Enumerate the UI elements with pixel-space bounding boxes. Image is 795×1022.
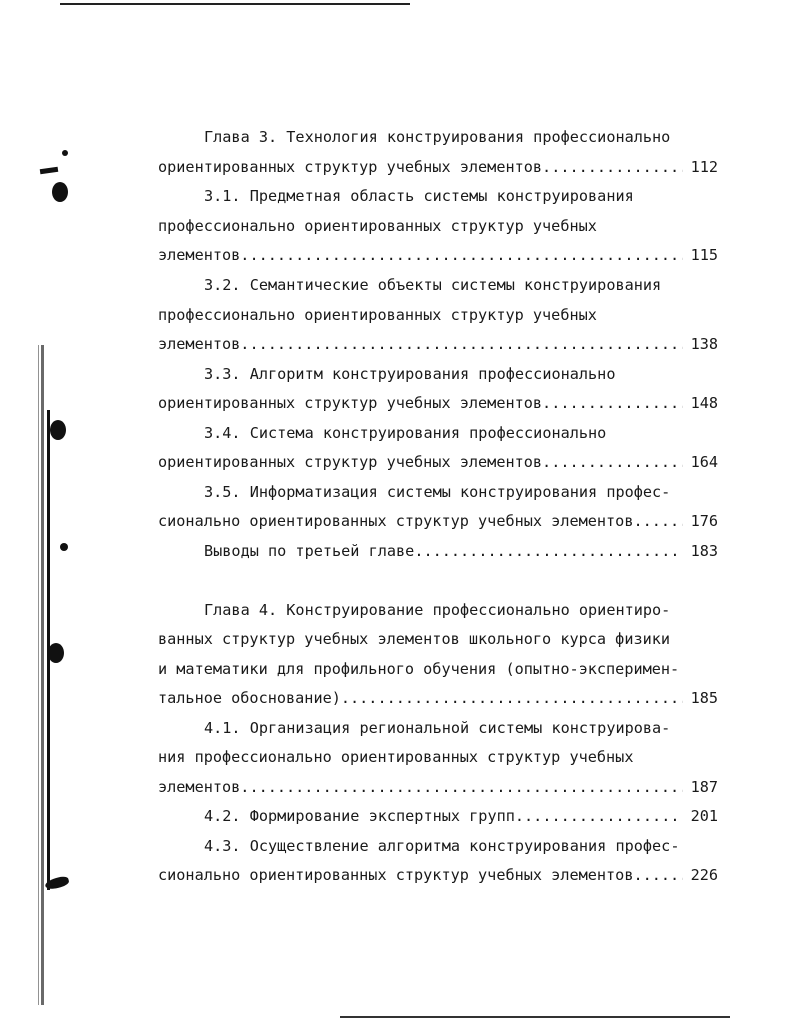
toc-entry-3-4: 3.4. Система конструирования профессионально: [204, 424, 607, 442]
dot-leader: [542, 157, 683, 177]
toc-entry: ванных структур учебных элементов школьного курса физики: [158, 630, 671, 648]
toc-entry: профессионально ориентированных структур учебных: [158, 217, 597, 235]
dot-leader: [542, 393, 683, 413]
toc-entry-3-2: 3.2. Семантические объекты системы конструирования: [204, 276, 662, 294]
page-number: 226: [690, 866, 718, 884]
page-number: 138: [690, 335, 718, 353]
dot-leader: [633, 865, 682, 885]
toc-entry-3-1: 3.1. Предметная область системы конструирования: [204, 187, 634, 205]
toc-entry: ния профессионально ориентированных структур учебных: [158, 748, 634, 766]
toc-entry: сионально ориентированных структур учебных элементов ..... 176: [158, 511, 718, 531]
dot-leader: [341, 688, 683, 708]
toc-entry: ориентированных структур учебных элементов ..... 164: [158, 452, 718, 472]
toc-entry-4-1: 4.1. Организация региональной системы конструирова-: [204, 719, 671, 737]
dot-leader: [240, 334, 682, 354]
toc-entry-3-5: 3.5. Информатизация системы конструирования профес-: [204, 483, 671, 501]
page-number: 164: [690, 453, 718, 471]
page-number: 187: [690, 778, 718, 796]
page-number: 115: [690, 246, 718, 264]
toc-entry: элементов ..... 115: [158, 245, 718, 265]
page-number: 176: [690, 512, 718, 530]
page-number: 112: [690, 158, 718, 176]
toc-entry: ориентированных структур учебных элементов ..... 148: [158, 393, 718, 413]
toc-entry: профессионально ориентированных структур учебных: [158, 306, 597, 324]
dot-leader: [542, 452, 683, 472]
toc-heading-chapter-4: Глава 4. Конструирование профессионально ориентиро-: [204, 601, 671, 619]
dot-leader: [633, 511, 682, 531]
toc-entry-4-3: 4.3. Осуществление алгоритма конструирования профес-: [204, 837, 680, 855]
toc-entry: элементов ..... 187: [158, 777, 718, 797]
page-number: 201: [690, 807, 718, 825]
toc-heading-chapter-3: Глава 3. Технология конструирования профессионально: [204, 128, 671, 146]
dot-leader: [414, 541, 682, 561]
page-number: 185: [690, 689, 718, 707]
page-number: 148: [690, 394, 718, 412]
page-number: 183: [690, 542, 718, 560]
toc-entry: элементов ..... 138: [158, 334, 718, 354]
toc-entry: сионально ориентированных структур учебных элементов ..... 226: [158, 865, 718, 885]
dot-leader: [240, 245, 682, 265]
dot-leader: [515, 806, 683, 826]
toc-entry-conclusions-3: Выводы по третьей главе ..... 183: [204, 541, 718, 561]
toc-entry-4-2: 4.2. Формирование экспертных групп ..... 201: [204, 806, 718, 826]
toc-entry: и математики для профильного обучения (опытно-эксперимен-: [158, 660, 680, 678]
toc-entry: ориентированных структур учебных элементов ..... 112: [158, 157, 718, 177]
toc-entry: тальное обоснование) ..... 185: [158, 688, 718, 708]
dot-leader: [240, 777, 682, 797]
toc-entry-3-3: 3.3. Алгоритм конструирования профессионально: [204, 365, 616, 383]
